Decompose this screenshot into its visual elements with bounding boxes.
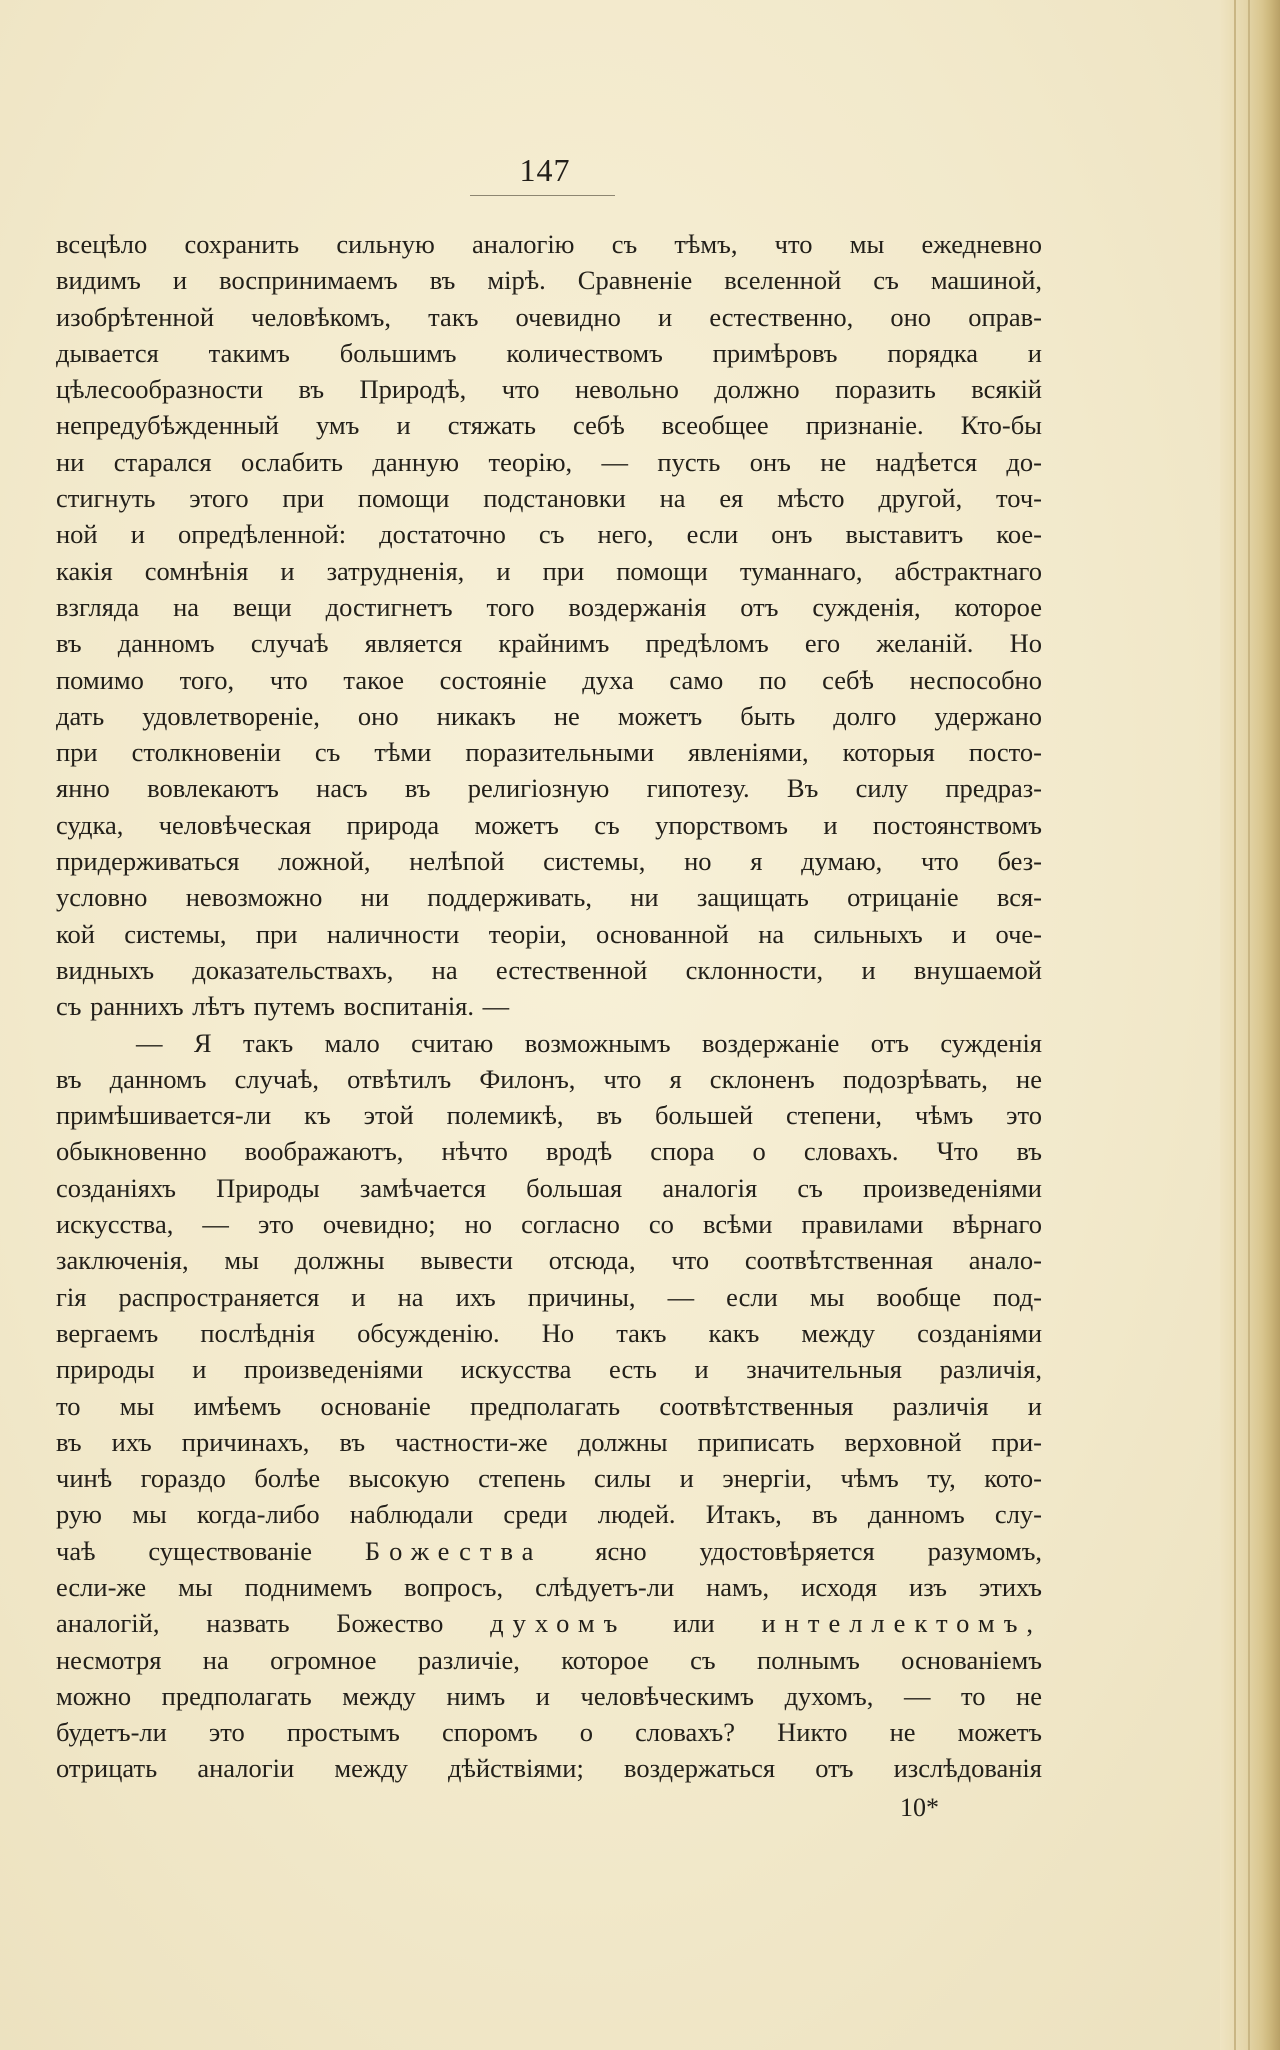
page-edge [1220, 0, 1280, 2050]
text-line: какія сомнѣнія и затрудненія, и при помощи туманнаго, абстрактнаго [56, 555, 1042, 586]
text-line: если-же мы поднимемъ вопросъ, слѣдуетъ-ли намъ, исходя изъ этихъ [56, 1571, 1042, 1602]
line-segment: аналогій, назвать Божество [56, 1608, 444, 1639]
text-line: будетъ-ли это простымъ споромъ о словахъ? Никто не можетъ [56, 1717, 1042, 1748]
text-line: гія распространяется и на ихъ причины, — если мы вообще под- [56, 1281, 1042, 1312]
spaced-emphasis: интеллектомъ, [761, 1608, 1043, 1639]
line-segment: чаѣ существованіе [56, 1535, 313, 1566]
spaced-emphasis: духомъ [490, 1608, 627, 1639]
text-line: въ данномъ случаѣ, отвѣтилъ Филонъ, что я склоненъ подозрѣвать, не [56, 1063, 1042, 1094]
text-line: обыкновенно воображаютъ, нѣчто вродѣ спора о словахъ. Что въ [56, 1136, 1042, 1167]
text-line: можно предполагать между нимъ и человѣческимъ духомъ, — то не [56, 1680, 1042, 1711]
text-line: ни старался ослабить данную теорію, — пусть онъ не надѣется до- [56, 446, 1042, 477]
text-line-emphasis [56, 1533, 1042, 1569]
page-edge-line [1234, 0, 1236, 2050]
body-text [56, 226, 1042, 1787]
text-line: отрицать аналогіи между дѣйствіями; воздержаться отъ изслѣдованія [56, 1753, 1042, 1784]
text-line: ной и опредѣленной: достаточно съ него, если онъ выставитъ кое- [56, 519, 1042, 550]
text-line: кой системы, при наличности теоріи, основанной на сильныхъ и оче- [56, 918, 1042, 949]
text-line: придерживаться ложной, нелѣпой системы, но я думаю, что без- [56, 846, 1042, 877]
text-line: видимъ и воспринимаемъ въ мірѣ. Сравненіе вселенной съ машиной, [56, 265, 1042, 296]
text-line: дать удовлетвореніе, оно никакъ не можетъ быть долго удержано [56, 700, 1042, 731]
header-rule [470, 195, 615, 196]
page-edge-line [1248, 0, 1250, 2050]
text-line: примѣшивается-ли къ этой полемикѣ, въ большей степени, чѣмъ это [56, 1100, 1042, 1131]
line-segment: или [673, 1608, 715, 1639]
line-segment: ясно удостовѣряется разумомъ, [595, 1535, 1043, 1566]
text-line: цѣлесообразности въ Природѣ, что невольно должно поразить всякій [56, 374, 1042, 405]
text-line: созданіяхъ Природы замѣчается большая аналогія съ произведеніями [56, 1172, 1042, 1203]
paragraph-end-line: съ раннихъ лѣтъ путемъ воспитанія. — [56, 991, 510, 1022]
text-line: искусства, — это очевидно; но согласно со всѣми правилами вѣрнаго [56, 1209, 1042, 1240]
text-line: стигнуть этого при помощи подстановки на ея мѣсто другой, точ- [56, 483, 1042, 514]
text-line: непредубѣжденный умъ и стяжать себѣ всеобщее признаніе. Кто-бы [56, 410, 1042, 441]
text-line: видныхъ доказательствахъ, на естественной склонности, и внушаемой [56, 954, 1042, 985]
text-line: дывается такимъ большимъ количествомъ примѣровъ порядка и [56, 337, 1042, 368]
text-line: условно невозможно ни поддерживать, ни защищать отрицаніе вся- [56, 882, 1042, 913]
text-line: помимо того, что такое состояніе духа само по себѣ неспособно [56, 664, 1042, 695]
text-line: въ данномъ случаѣ является крайнимъ предѣломъ его желаній. Но [56, 628, 1042, 659]
spaced-emphasis: Божества [364, 1535, 543, 1566]
text-line: рую мы когда-либо наблюдали среди людей. Итакъ, въ данномъ слу- [56, 1499, 1042, 1530]
text-line: взгляда на вещи достигнетъ того воздержанія отъ сужденія, которое [56, 591, 1042, 622]
text-line: несмотря на огромное различіе, которое съ полнымъ основаніемъ [56, 1644, 1042, 1675]
text-line: вергаемъ послѣднія обсужденію. Но такъ какъ между созданіями [56, 1317, 1042, 1348]
text-line: янно вовлекаютъ насъ въ религіозную гипотезу. Въ силу предраз- [56, 773, 1042, 804]
text-line: чинѣ гораздо болѣе высокую степень силы и энергіи, чѣмъ ту, кото- [56, 1463, 1042, 1494]
signature-mark: 10* [900, 1793, 939, 1822]
text-line: всецѣло сохранить сильную аналогію съ тѣмъ, что мы ежедневно [56, 229, 1042, 259]
text-line: то мы имѣемъ основаніе предполагать соотвѣтственныя различія и [56, 1390, 1042, 1421]
text-line-emphasis [56, 1605, 1042, 1641]
text-line: заключенія, мы должны вывести отсюда, что соотвѣтственная анало- [56, 1245, 1042, 1276]
text-line: природы и произведеніями искусства есть и значительныя различія, [56, 1354, 1042, 1385]
page-number: 147 [519, 152, 571, 188]
text-line: въ ихъ причинахъ, въ частности-же должны приписать верховной при- [56, 1426, 1042, 1457]
text-line: судка, человѣческая природа можетъ съ упорствомъ и постоянствомъ [56, 809, 1042, 840]
paragraph-start-line: — Я такъ мало считаю возможнымъ воздержаніе отъ сужденія [136, 1027, 1042, 1058]
text-line: изобрѣтенной человѣкомъ, такъ очевидно и естественно, оно оправ- [56, 301, 1042, 332]
text-line: при столкновеніи съ тѣми поразительными явленіями, которыя посто- [56, 737, 1042, 768]
